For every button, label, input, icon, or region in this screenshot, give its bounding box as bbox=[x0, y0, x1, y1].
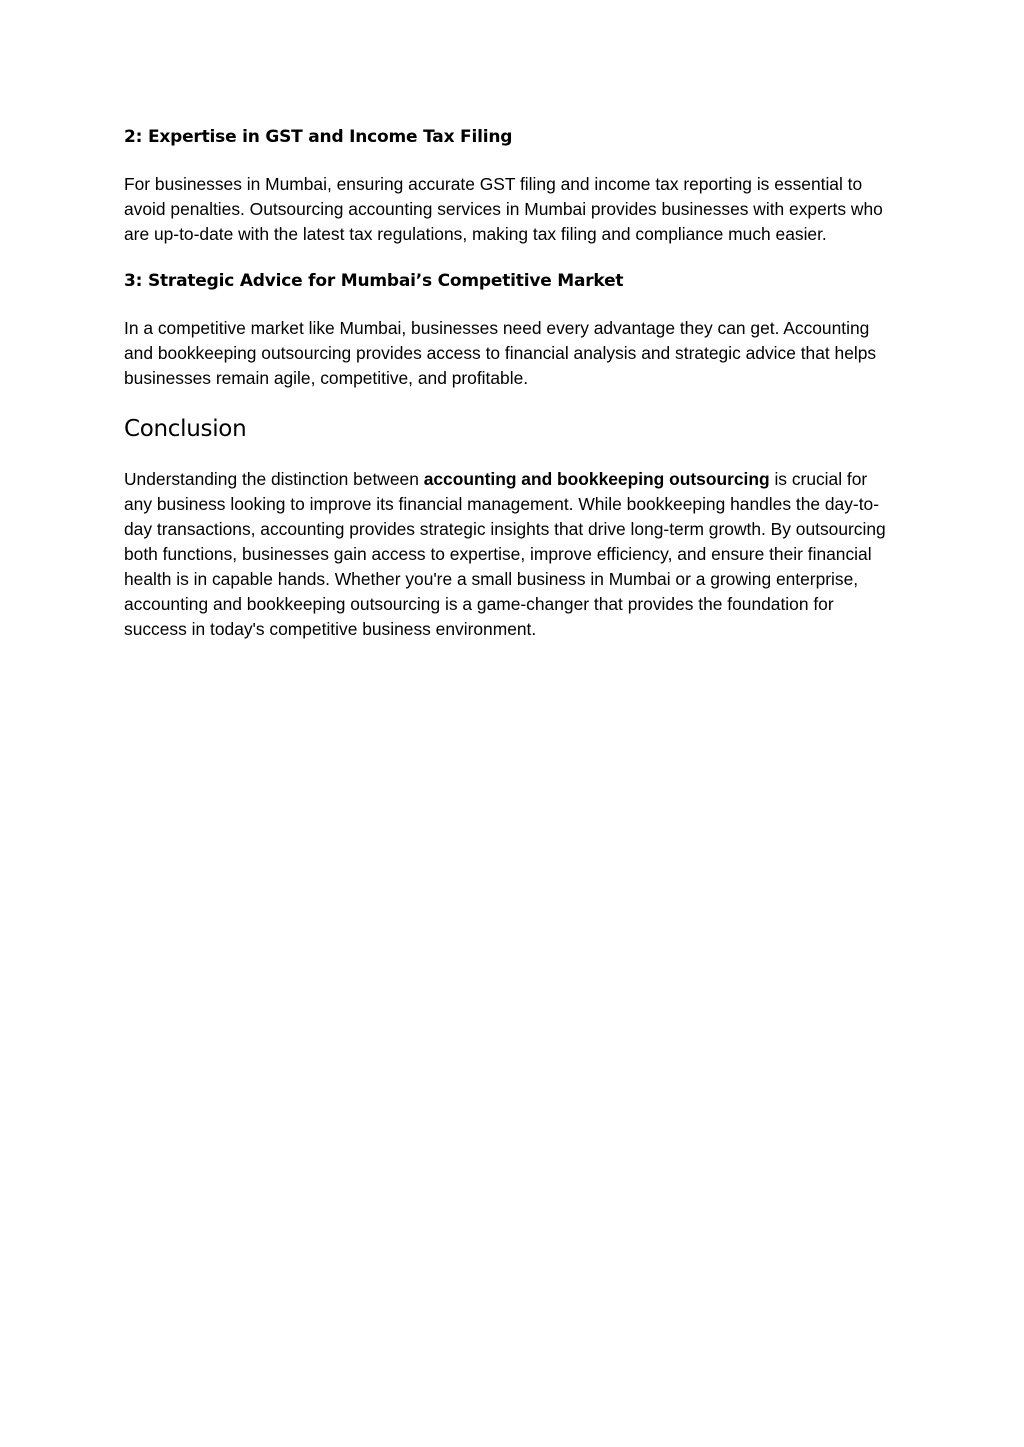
strategic-advice-paragraph: In a competitive market like Mumbai, businesses need every advantage they can get. Accounting and bookkeeping outsourcing provides access to financial analysis and strategic advice that helps businesses remain agile, competitive, and profitable. bbox=[124, 318, 877, 388]
conclusion-paragraph bbox=[124, 467, 900, 642]
conclusion-text-before: Understanding the distinction between bbox=[124, 469, 424, 489]
conclusion-bold-phrase: accounting and bookkeeping outsourcing bbox=[423, 469, 770, 489]
gst-expertise-heading: 2: Expertise in GST and Income Tax Filing bbox=[124, 127, 513, 147]
gst-expertise-paragraph: For businesses in Mumbai, ensuring accurate GST filing and income tax reporting is essential to avoid penalties. Outsourcing accounting services in Mumbai provides businesses with experts who are up-to-date with the latest tax regulations, making tax filing and compliance much easier. bbox=[124, 174, 883, 244]
document-page bbox=[124, 124, 900, 642]
strategic-advice-heading: 3: Strategic Advice for Mumbai’s Competitive Market bbox=[124, 271, 624, 291]
conclusion-heading: Conclusion bbox=[124, 416, 247, 442]
conclusion-text-after: is crucial for any business looking to improve its financial management. While bookkeeping handles the day-to-day transactions, accounting provides strategic insights that drive long-term growth. By outsourcing both functions, businesses gain access to expertise, improve efficiency, and ensure their financial health is in capable hands. Whether you're a small business in Mumbai or a growing enterprise, accounting and bookkeeping outsourcing is a game-changer that provides the foundation for success in today's competitive business environment. bbox=[124, 469, 886, 639]
